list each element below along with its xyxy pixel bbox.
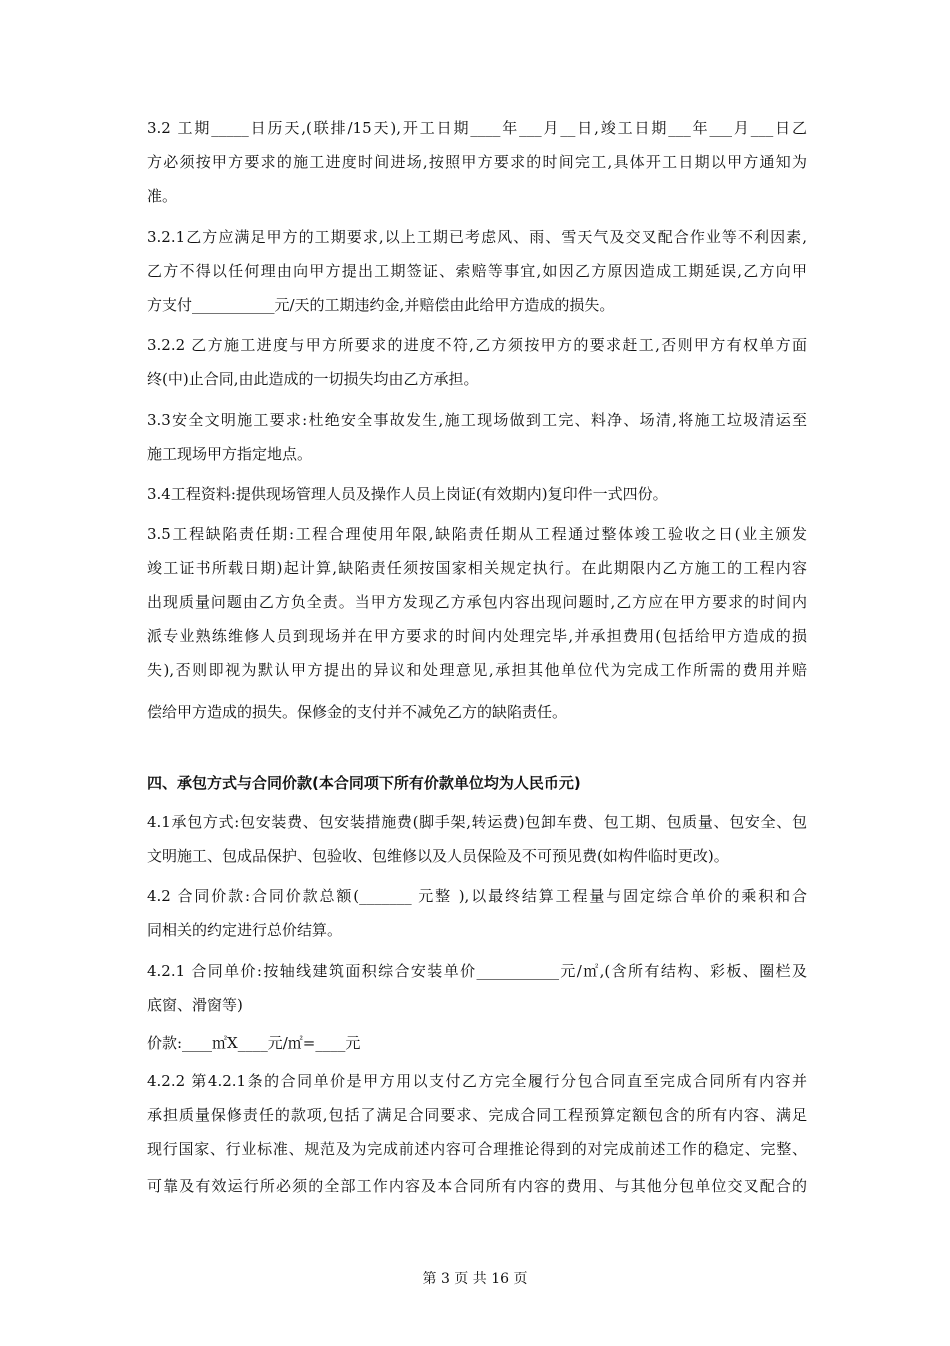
clause-4-1-line-1: 4.1承包方式:包安装费、包安装措施费(脚手架,转运费)包卸车费、包工期、包质量、包安全、包 — [147, 813, 807, 831]
clause-3-5-line-5: 失),否则即视为默认甲方提出的异议和处理意见,承担其他单位代为完成工作所需的费用并赔 — [147, 661, 807, 679]
clause-4-2-1-line-2: 底窗、滑窗等) — [147, 996, 243, 1014]
clause-3-5-line-3: 出现质量问题由乙方负全责。当甲方发现乙方承包内容出现问题时,乙方应在甲方要求的时间内 — [147, 593, 807, 611]
clause-4-2-line-1: 4.2 合同价款:合同价款总额(_______ 元整 ),以最终结算工程量与固定综合单价的乘积和合 — [147, 887, 807, 905]
clause-3-2-1-line-3: 方支付___________元/天的工期违约金,并赔偿由此给甲方造成的损失。 — [147, 296, 615, 314]
clause-3-4-line: 3.4工程资料:提供现场管理人员及操作人员上岗证(有效期内)复印件一式四份。 — [147, 485, 668, 503]
clause-4-2-2-line-1: 4.2.2 第4.2.1条的合同单价是甲方用以支付乙方完全履行分包合同直至完成合同所有内容并 — [147, 1072, 807, 1090]
clause-4-2-2-line-2: 承担质量保修责任的款项,包括了满足合同要求、完成合同工程预算定额包含的所有内容、满足 — [147, 1106, 807, 1124]
section-4-heading: 四、承包方式与合同价款(本合同项下所有价款单位均为人民币元) — [147, 774, 581, 792]
clause-3-2-1-line-2: 乙方不得以任何理由向甲方提出工期签证、索赔等事宜,如因乙方原因造成工期延误,乙方向甲 — [147, 262, 807, 280]
price-formula-line: 价款:____㎡X____元/㎡=____元 — [147, 1034, 361, 1052]
clause-3-5-line-1: 3.5工程缺陷责任期:工程合理使用年限,缺陷责任期从工程通过整体竣工验收之日(业主颁发 — [147, 525, 807, 543]
clause-3-2-2-line-2: 终(中)止合同,由此造成的一切损失均由乙方承担。 — [147, 370, 479, 388]
clause-4-2-2-line-3: 现行国家、行业标准、规范及为完成前述内容可合理推论得到的对完成前述工作的稳定、完整、 — [147, 1140, 807, 1158]
clause-3-5-line-4: 派专业熟练维修人员到现场并在甲方要求的时间内处理完毕,并承担费用(包括给甲方造成的损 — [147, 627, 807, 645]
clause-3-2-line-1: 3.2 工期_____日历天,(联排/15天),开工日期____年___月__日,竣工日期___年___月___日乙 — [147, 119, 807, 137]
clause-3-2-1-line-1: 3.2.1乙方应满足甲方的工期要求,以上工期已考虑风、雨、雪天气及交叉配合作业等不利因素, — [147, 228, 807, 246]
clause-3-3-line-1: 3.3安全文明施工要求:杜绝安全事故发生,施工现场做到工完、料净、场清,将施工垃圾清运至 — [147, 411, 807, 429]
page-number-footer: 第 3 页 共 16 页 — [422, 1271, 528, 1287]
clause-3-5-line-6: 偿给甲方造成的损失。保修金的支付并不减免乙方的缺陷责任。 — [147, 703, 568, 721]
clause-4-1-line-2: 文明施工、包成品保护、包验收、包维修以及人员保险及不可预见费(如构件临时更改)。 — [147, 847, 729, 865]
clause-4-2-1-line-1: 4.2.1 合同单价:按轴线建筑面积综合安装单价___________元/㎡,(含所有结构、彩板、圈栏及 — [147, 962, 807, 980]
clause-3-3-line-2: 施工现场甲方指定地点。 — [147, 445, 313, 463]
clause-4-2-line-2: 同相关的约定进行总价结算。 — [147, 921, 343, 939]
clause-3-2-line-2: 方必须按甲方要求的施工进度时间进场,按照甲方要求的时间完工,具体开工日期以甲方通知为 — [147, 153, 807, 171]
clause-3-2-line-3: 准。 — [147, 187, 178, 205]
clause-3-2-2-line-1: 3.2.2 乙方施工进度与甲方所要求的进度不符,乙方须按甲方的要求赶工,否则甲方有权单方面 — [147, 336, 807, 354]
clause-3-5-line-2: 竣工证书所载日期)起计算,缺陷责任须按国家相关规定执行。在此期限内乙方施工的工程内容 — [147, 559, 807, 577]
clause-4-2-2-line-4: 可靠及有效运行所必须的全部工作内容及本合同所有内容的费用、与其他分包单位交叉配合的 — [147, 1177, 807, 1195]
